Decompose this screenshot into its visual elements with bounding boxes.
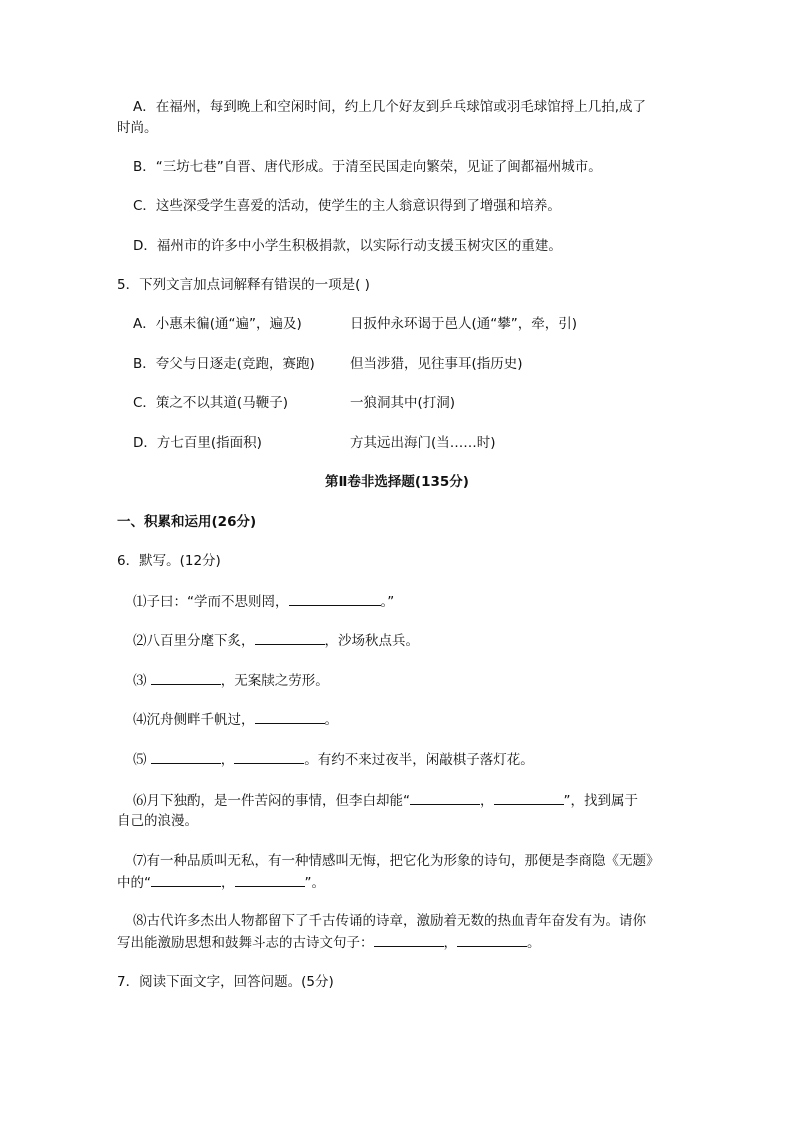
q5-option-d-right: 方其远出海门(当……时) [350,435,496,451]
q6-item-8-blank-2[interactable] [457,932,527,947]
q6-item-7-text-d: ”。 [304,875,325,891]
q6-item-3-text-a: ⑶ [133,673,151,689]
q5-option-c-right: 一狼洞其中(打洞) [350,395,456,411]
q6-item-6-text-a: ⑹月下独酌，是一件苦闷的事情，但李白却能“ [133,793,410,809]
q4-option-c: C．这些深受学生喜爱的活动，使学生的主人翁意识得到了增强和培养。 [133,198,561,214]
q6-item-5-text-c: 。有约不来过夜半，闲敲棋子落灯花。 [304,752,534,768]
part1-title: 一、积累和运用(26分) [117,514,257,530]
q6-item-6-blank-2[interactable] [494,790,564,805]
q6-item-5-text-b: ， [220,752,235,768]
q4-option-a-line1: A．在福州，每到晚上和空闲时间，约上几个好友到乒乓球馆或羽毛球馆捋上几拍,成了 [133,99,647,115]
q6-item-2-text-b: ，沙场秋点兵。 [324,633,419,649]
q6-item-1-blank[interactable] [289,591,381,606]
q6-item-1 [133,591,394,612]
q5-option-b-left: B．夸父与日逐走(竞跑，赛跑) [133,356,315,372]
q6-stem: 6．默写。(12分) [117,553,221,569]
q6-item-7-blank-1[interactable] [151,872,221,887]
q6-item-2-blank[interactable] [255,630,325,645]
q6-item-3 [133,670,329,691]
q6-item-5-blank-1[interactable] [151,749,221,764]
q6-item-2 [133,630,419,651]
q5-option-a-right: 日扳仲永环谒于邑人(通“攀”，牵，引) [350,316,578,332]
q6-item-6-line2: 自己的浪漫。 [117,813,198,829]
q5-stem: 5．下列文言加点词解释有错误的一项是( ) [117,277,370,293]
q6-item-5 [133,749,534,770]
q6-item-8-text-d: 。 [527,935,541,951]
q6-item-2-text-a: ⑵八百里分麾下炙， [133,633,255,649]
q6-item-1-text-a: ⑴子曰：“学而不思则罔， [133,594,289,610]
q6-item-4-text-b: 。 [324,712,338,728]
q6-item-4-blank[interactable] [255,709,325,724]
q5-option-d-left: D．方七百里(指面积) [133,435,262,451]
q6-item-3-blank[interactable] [151,670,221,685]
q6-item-1-text-b: 。” [380,594,395,610]
q6-item-7-text-c: ， [221,875,235,891]
q4-option-a-line2: 时尚。 [117,120,158,136]
q6-item-6-line1 [133,790,638,811]
q6-item-8-line2 [117,932,541,953]
q6-item-5-blank-2[interactable] [234,749,304,764]
q6-item-8-line1: ⑻古代许多杰出人物都留下了千古传诵的诗章，激励着无数的热血青年奋发有为。请你 [133,913,646,929]
q6-item-7-line1: ⑺有一种品质叫无私，有一种情感叫无悔，把它化为形象的诗句，那便是李商隐《无题》 [133,853,660,869]
q6-item-8-text-b: 写出能激励思想和鼓舞斗志的古诗文句子： [117,935,374,951]
q5-option-c-left: C．策之不以其道(马鞭子) [133,395,288,411]
q5-option-a-left: A．小惠未徧(通“遍”，遍及) [133,316,302,332]
q4-option-b: B．“三坊七巷”自晋、唐代形成。于清至民国走向繁荣，见证了闽都福州城市。 [133,159,602,175]
q6-item-3-text-b: ，无案牍之劳形。 [220,673,329,689]
q7-stem: 7．阅读下面文字，回答问题。(5分) [117,974,334,990]
q6-item-6-text-c: ”，找到属于 [563,793,638,809]
q6-item-6-text-b: ， [480,793,494,809]
q6-item-4 [133,709,338,730]
q6-item-7-text-b: 中的“ [117,875,151,891]
q5-option-b-right: 但当涉猎，见往事耳(指历史) [350,356,523,372]
q6-item-7-line2 [117,872,325,893]
section-title: 第Ⅱ卷非选择题(135分) [325,474,469,490]
q6-item-8-text-c: ， [443,935,457,951]
q6-item-5-text-a: ⑸ [133,752,151,768]
q6-item-8-blank-1[interactable] [374,932,444,947]
q6-item-4-text-a: ⑷沉舟侧畔千帆过， [133,712,255,728]
q6-item-6-blank-1[interactable] [410,790,480,805]
q4-option-d: D．福州市的许多中小学生积极捐款，以实际行动支援玉树灾区的重建。 [133,238,562,254]
q6-item-7-blank-2[interactable] [235,872,305,887]
